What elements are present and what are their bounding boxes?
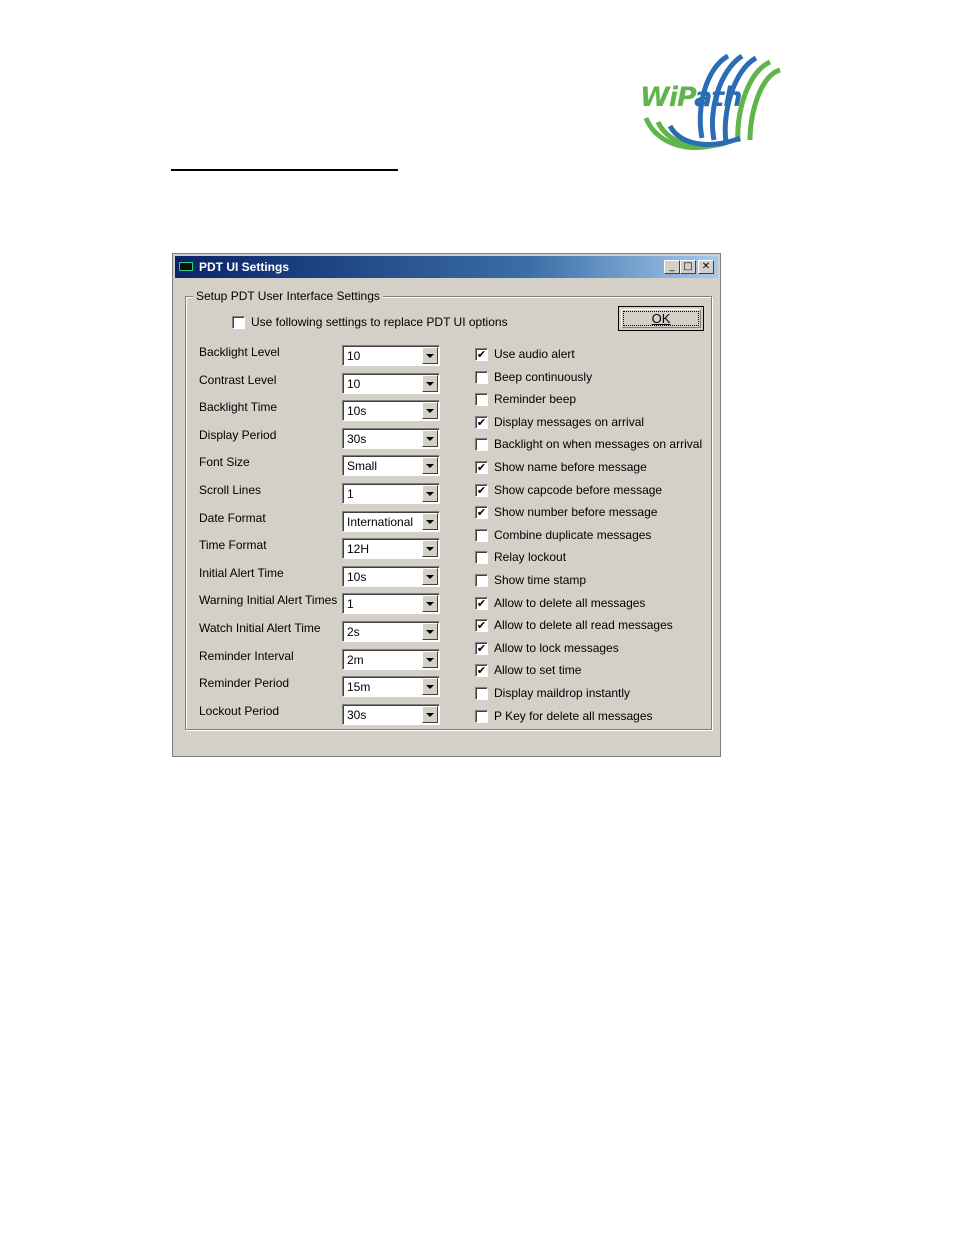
setting-select[interactable] [342, 428, 440, 449]
option-label: Display maildrop instantly [494, 686, 631, 700]
setting-select[interactable] [342, 483, 440, 504]
setting-value: 12H [347, 542, 370, 557]
setting-label: Backlight Level [199, 345, 280, 359]
setting-select[interactable] [342, 621, 440, 642]
setting-select[interactable] [342, 455, 440, 476]
setting-select[interactable] [342, 676, 440, 697]
option-checkbox[interactable] [475, 371, 488, 384]
dropdown-arrow-icon[interactable] [422, 651, 438, 668]
setting-select[interactable] [342, 400, 440, 421]
option-label: Show capcode before message [494, 482, 663, 497]
setting-select[interactable] [342, 511, 440, 532]
replace-options-label: Use following settings to replace PDT UI options [251, 315, 508, 329]
option-label: Show name before message [494, 460, 647, 474]
option-checkbox[interactable] [475, 393, 488, 406]
option-label: Allow to delete all messages [494, 595, 646, 610]
setting-select[interactable] [342, 649, 440, 670]
option-label: Show time stamp [494, 573, 587, 587]
title-bar[interactable] [175, 256, 718, 278]
setting-label: Watch Initial Alert Time [199, 621, 321, 635]
setting-value: International [347, 514, 414, 529]
dropdown-arrow-icon[interactable] [422, 485, 438, 502]
setting-select[interactable] [342, 538, 440, 559]
dropdown-arrow-icon[interactable] [422, 430, 438, 447]
setting-label: Display Period [199, 427, 277, 442]
option-label: Backlight on when messages on arrival [494, 437, 703, 452]
setting-value: 2m [347, 652, 364, 667]
dropdown-arrow-icon[interactable] [422, 540, 438, 557]
setting-select[interactable] [342, 593, 440, 614]
option-checkbox[interactable] [475, 551, 488, 564]
option-label: Use audio alert [494, 347, 575, 361]
setting-label: Lockout Period [199, 703, 280, 718]
setting-label: Contrast Level [199, 372, 277, 387]
dropdown-arrow-icon[interactable] [422, 375, 438, 392]
setting-select[interactable] [342, 345, 440, 366]
replace-options-checkbox[interactable] [232, 316, 245, 329]
setting-label: Date Format [199, 510, 266, 525]
dropdown-arrow-icon[interactable] [422, 678, 438, 695]
window-title: PDT UI Settings [199, 260, 290, 274]
dropdown-arrow-icon[interactable] [422, 595, 438, 612]
setting-select[interactable] [342, 373, 440, 394]
option-checkbox[interactable]: ✔ [476, 664, 487, 678]
setting-label: Warning Initial Alert Times [199, 593, 338, 608]
setting-label: Scroll Lines [199, 483, 262, 497]
option-checkbox[interactable]: ✔ [476, 641, 487, 655]
option-checkbox[interactable] [475, 574, 488, 587]
ok-button[interactable] [618, 306, 704, 331]
setting-value: 1 [347, 597, 354, 612]
option-label: Combine duplicate messages [494, 527, 652, 542]
setting-value: 30s [347, 707, 367, 722]
app-icon [179, 262, 193, 271]
option-checkbox[interactable]: ✔ [476, 506, 487, 520]
option-label: Allow to delete all read messages [494, 618, 673, 633]
document-underline [171, 169, 398, 171]
wipath-logo [636, 48, 786, 156]
setting-label: Backlight Time [199, 400, 278, 415]
setting-value: 10 [347, 349, 361, 363]
dropdown-arrow-icon[interactable] [422, 513, 438, 530]
pdt-ui-settings-window [172, 253, 721, 757]
setting-select[interactable] [342, 566, 440, 587]
ok-button-label: OK [651, 311, 671, 326]
option-label: Show number before message [494, 505, 658, 520]
logo-wordmark: WiPath [640, 82, 742, 113]
setting-label: Reminder Period [199, 676, 290, 691]
setting-value: 2s [347, 625, 360, 639]
dropdown-arrow-icon[interactable] [422, 402, 438, 419]
option-label: Display messages on arrival [494, 414, 645, 429]
setting-label: Reminder Interval [199, 648, 294, 663]
option-checkbox[interactable]: ✔ [476, 348, 487, 361]
option-label: P Key for delete all messages [494, 708, 653, 723]
option-checkbox[interactable]: ✔ [476, 415, 487, 429]
setting-value: 10s [347, 404, 367, 419]
option-checkbox[interactable] [475, 710, 488, 723]
setting-value: 1 [347, 487, 354, 501]
option-checkbox[interactable]: ✔ [476, 596, 487, 610]
dropdown-arrow-icon[interactable] [422, 568, 438, 585]
option-checkbox[interactable] [475, 687, 488, 700]
option-checkbox[interactable]: ✔ [476, 619, 487, 633]
dropdown-arrow-icon[interactable] [422, 706, 438, 723]
close-button[interactable]: ✕ [698, 260, 714, 274]
setting-select[interactable] [342, 704, 440, 725]
maximize-button[interactable]: □ [680, 260, 696, 274]
option-label: Reminder beep [494, 392, 577, 407]
option-checkbox[interactable]: ✔ [476, 483, 487, 497]
setting-label: Font Size [199, 455, 250, 470]
group-label: Setup PDT User Interface Settings [193, 289, 383, 303]
setting-label: Time Format [199, 538, 267, 553]
dropdown-arrow-icon[interactable] [422, 457, 438, 474]
option-label: Relay lockout [494, 550, 567, 565]
minimize-button[interactable]: _ [664, 260, 680, 274]
dropdown-arrow-icon[interactable] [422, 347, 438, 364]
option-label: Allow to lock messages [494, 640, 619, 655]
option-checkbox[interactable] [475, 529, 488, 542]
setting-value: 30s [347, 431, 367, 446]
dropdown-arrow-icon[interactable] [422, 623, 438, 640]
option-label: Beep continuously [494, 369, 593, 384]
setting-label: Initial Alert Time [199, 565, 284, 580]
option-checkbox[interactable] [475, 438, 488, 451]
option-label: Allow to set time [494, 663, 582, 678]
setting-value: 10 [347, 376, 361, 391]
setting-value: 15m [347, 680, 371, 695]
setting-value: 10s [347, 569, 367, 584]
option-checkbox[interactable]: ✔ [476, 461, 487, 474]
setting-value: Small [347, 459, 378, 474]
